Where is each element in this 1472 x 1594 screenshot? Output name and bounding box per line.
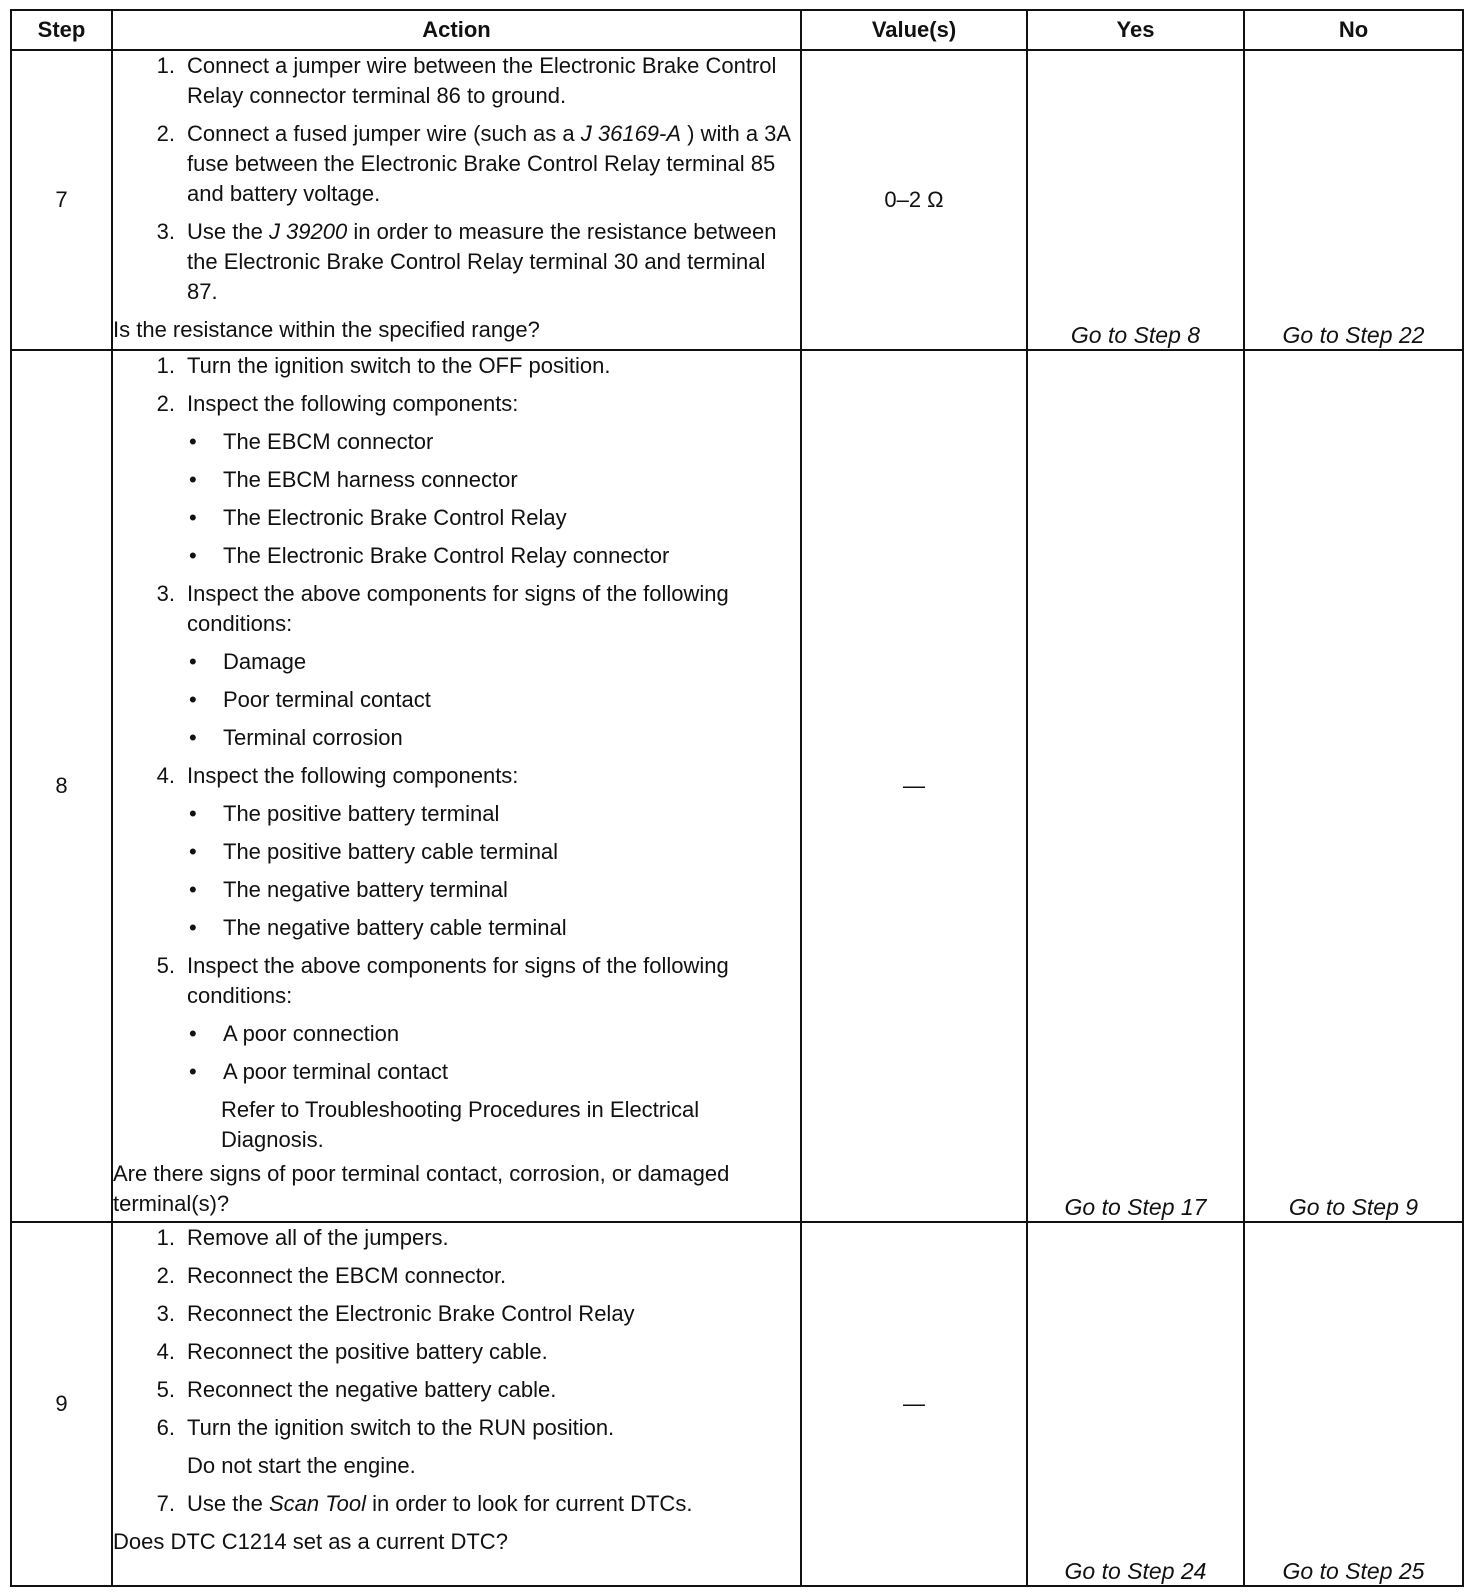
action-item: 3. Use the J 39200 in order to measure the resistance between the Electronic Brake Control Relay terminal 30 and terminal 87. [156,219,777,304]
action-item: 2. Connect a fused jumper wire (such as a J 36169-A ) with a 3A fuse between the Electronic Brake Control Relay terminal 85 and battery voltage. [156,121,790,206]
header-yes: Yes [1027,10,1244,50]
tool-name: J 39200 [268,219,348,244]
action-cell [112,350,801,1222]
step-number: 7 [11,50,112,350]
action-item: 6. Turn the ignition switch to the RUN position. [156,1415,615,1440]
value-cell: 0–2 Ω [801,50,1027,350]
table-row-step-8 [11,350,1463,1222]
diagnostic-steps-table [10,9,1464,1587]
question-text: Does DTC C1214 set as a current DTC? [113,1529,508,1554]
value-cell: — [801,1222,1027,1586]
bullet-item: • The negative battery cable terminal [189,915,567,940]
bullet-item: • The positive battery cable terminal [189,839,559,864]
no-action: Go to Step 9 [1244,350,1463,1222]
action-cell [112,1222,801,1586]
yes-action: Go to Step 24 [1027,1222,1244,1586]
question-text: Are there signs of poor terminal contact, corrosion, or damaged terminal(s)? [113,1161,730,1216]
bullet-item: • The EBCM harness connector [189,467,518,492]
action-item: 3. Reconnect the Electronic Brake Control Relay [156,1301,635,1326]
step-number: 9 [11,1222,112,1586]
action-item: 2. Inspect the following components: [156,391,519,416]
bullet-item: • The Electronic Brake Control Relay [189,505,567,530]
no-action: Go to Step 22 [1244,50,1463,350]
action-item: 7. Use the Scan Tool in order to look for current DTCs. [156,1491,693,1516]
header-values: Value(s) [801,10,1027,50]
sub-note: Do not start the engine. [187,1453,416,1478]
action-item: 1. Remove all of the jumpers. [156,1225,449,1250]
tool-name: J 36169-A [580,121,682,146]
bullet-item: • The Electronic Brake Control Relay connector [189,543,670,568]
tool-name: Scan Tool [268,1491,366,1516]
header-step: Step [11,10,112,50]
bullet-item: • Terminal corrosion [189,725,403,750]
table-row-step-7 [11,50,1463,350]
action-cell [112,50,801,350]
bullet-item: • The negative battery terminal [189,877,508,902]
bullet-item: • A poor terminal contact [189,1059,449,1084]
action-item: 1. Turn the ignition switch to the OFF position. [156,353,611,378]
action-item: 2. Reconnect the EBCM connector. [156,1263,507,1288]
header-no: No [1244,10,1463,50]
bullet-item: • The EBCM connector [189,429,434,454]
action-item: 1. Connect a jumper wire between the Electronic Brake Control Relay connector terminal 86 to ground. [156,53,777,108]
value-cell: — [801,350,1027,1222]
question-text: Is the resistance within the specified range? [113,317,540,342]
bullet-item: • Poor terminal contact [189,687,431,712]
yes-action: Go to Step 17 [1027,350,1244,1222]
action-item: 3. Inspect the above components for signs of the following conditions: [156,581,729,636]
table-row-step-9 [11,1222,1463,1586]
yes-action: Go to Step 8 [1027,50,1244,350]
reference-note: Refer to Troubleshooting Procedures in Electrical Diagnosis. [221,1097,700,1152]
action-item: 5. Reconnect the negative battery cable. [156,1377,557,1402]
bullet-item: • The positive battery terminal [189,801,500,826]
bullet-item: • A poor connection [189,1021,400,1046]
step-number: 8 [11,350,112,1222]
no-action: Go to Step 25 [1244,1222,1463,1586]
action-item: 5. Inspect the above components for signs of the following conditions: [156,953,729,1008]
header-row [11,10,1463,50]
header-action: Action [112,10,801,50]
action-item: 4. Reconnect the positive battery cable. [156,1339,548,1364]
action-item: 4. Inspect the following components: [156,763,519,788]
bullet-item: • Damage [189,649,307,674]
